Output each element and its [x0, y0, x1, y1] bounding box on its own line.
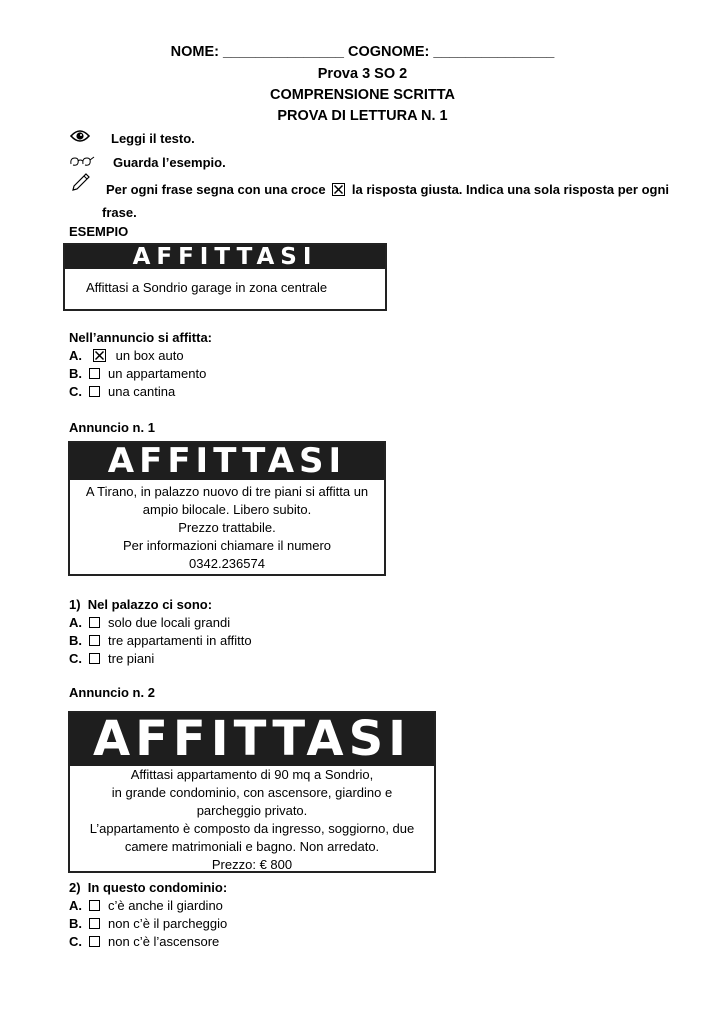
instruction-mark-part3: frase.	[102, 205, 137, 220]
q1-option-a[interactable]: A. solo due locali grandi	[69, 615, 231, 630]
ad1-text: A Tirano, in palazzo nuovo di tre piani si affitta un ampio bilocale. Libero subito. Prezzo trattabile. Per informazioni chiamare il numero 0342.236574	[85, 484, 369, 571]
checkbox-icon	[89, 386, 100, 397]
q1-option-b[interactable]: B. tre appartamenti in affitto	[69, 633, 252, 648]
example-ad-text: Affittasi a Sondrio garage in zona centrale	[86, 280, 328, 295]
ad1-label: Annuncio n. 1	[69, 420, 155, 435]
checkbox-icon	[89, 617, 100, 628]
instruction-read: Leggi il testo.	[111, 131, 195, 146]
checkbox-icon	[89, 653, 100, 664]
instruction-mark	[106, 182, 669, 197]
question-2: 2) In questo condominio:	[69, 880, 228, 895]
example-label: ESEMPIO	[69, 224, 129, 239]
example-ad-box	[63, 243, 387, 311]
glasses-icon	[69, 154, 95, 168]
instruction-mark-part1: Per ogni frase segna con una croce	[106, 182, 326, 197]
question-1: 1) Nel palazzo ci sono:	[69, 597, 213, 612]
ad2-text: Affittasi appartamento di 90 mq a Sondrio, in grande condominio, con ascensore, giardino e parcheggio privato. L’appartamento è composto da ingresso, soggiorno, due camere matrimoniali e bagno. Non arredato. Prezzo: € 800	[89, 767, 415, 872]
instruction-mark-part2: la risposta giusta. Indica una sola risposta per ogni	[351, 182, 670, 197]
q2-option-b[interactable]: B. non c’è il parcheggio	[69, 916, 228, 931]
pencil-icon	[70, 172, 90, 192]
checked-box-icon	[93, 349, 106, 362]
checkbox-icon	[89, 368, 100, 379]
checkbox-icon	[89, 918, 100, 929]
ad2-box	[68, 711, 436, 873]
ad1-box	[68, 441, 386, 576]
instruction-look: Guarda l’esempio.	[113, 155, 226, 170]
example-option-b[interactable]: B. un appartamento	[69, 366, 207, 381]
q1-option-c[interactable]: C. tre piani	[69, 651, 155, 666]
checked-box-icon	[332, 183, 345, 196]
checkbox-icon	[89, 635, 100, 646]
checkbox-icon	[89, 900, 100, 911]
example-option-c[interactable]: C. una cantina	[69, 384, 176, 399]
example-ad-banner: AFFITTASI	[65, 245, 385, 269]
q2-option-a[interactable]: A. c’è anche il giardino	[69, 898, 223, 913]
ad2-banner: AFFITTASI	[70, 713, 434, 766]
eye-icon	[70, 129, 90, 143]
name-surname-line: NOME: _______________ COGNOME: _______________	[170, 44, 555, 60]
checkbox-icon	[89, 936, 100, 947]
q2-option-c[interactable]: C. non c’è l’ascensore	[69, 934, 220, 949]
test-code: Prova 3 SO 2	[317, 66, 408, 82]
ad1-banner: AFFITTASI	[70, 443, 384, 480]
ad2-label: Annuncio n. 2	[69, 685, 155, 700]
test-subject: COMPRENSIONE SCRITTA	[269, 87, 456, 103]
test-title: PROVA DI LETTURA N. 1	[277, 108, 448, 124]
example-option-a[interactable]: A. un box auto	[69, 348, 184, 363]
example-question: Nell’annuncio si affitta:	[69, 330, 213, 345]
